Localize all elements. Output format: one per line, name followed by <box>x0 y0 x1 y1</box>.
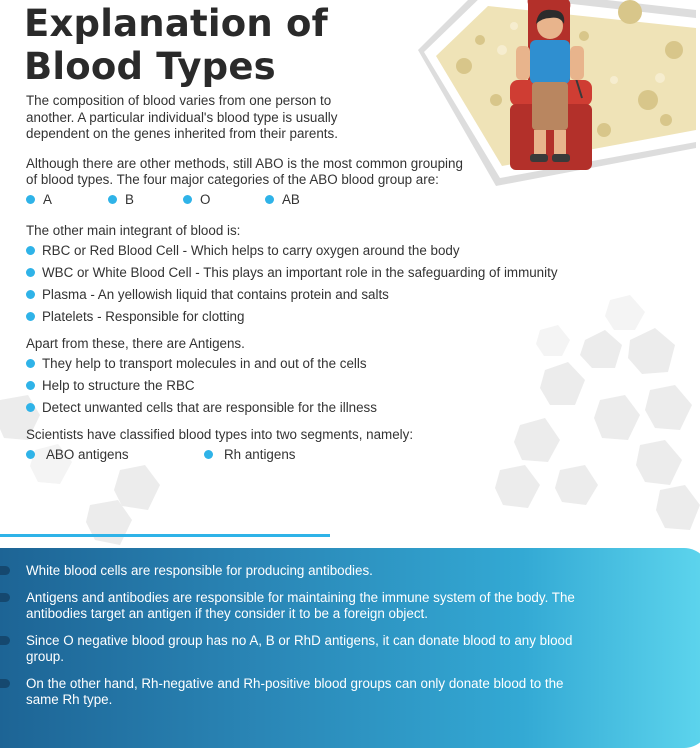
main-content <box>26 93 676 462</box>
integrants-list <box>26 243 676 325</box>
abo-paragraph: Although there are other methods, still ABO is the most common grouping of blood types. The four major categories of the ABO blood group are: <box>26 155 463 187</box>
bullet-dot-icon <box>26 290 35 299</box>
bullet-dot-icon <box>204 450 213 459</box>
abo-group-item <box>265 192 300 207</box>
fact-marker-icon <box>0 566 10 575</box>
segment-item <box>26 447 204 462</box>
facts-list <box>0 563 700 719</box>
fact-marker-icon <box>0 593 10 602</box>
fact-item <box>0 563 700 579</box>
list-item <box>26 309 676 325</box>
fact-item <box>0 676 700 708</box>
abo-group-label: A <box>43 191 52 207</box>
bullet-dot-icon <box>26 359 35 368</box>
page-title <box>24 2 328 88</box>
bullet-dot-icon <box>26 381 35 390</box>
bullet-dot-icon <box>26 246 35 255</box>
abo-group-label: B <box>125 191 134 207</box>
segments-heading: Scientists have classified blood types into two segments, namely: <box>26 426 414 442</box>
fact-text: On the other hand, Rh-negative and Rh-positive blood groups can only donate blood to the same Rh type. <box>26 676 564 707</box>
abo-group-item <box>26 192 108 207</box>
list-item <box>26 356 676 372</box>
fact-marker-icon <box>0 636 10 645</box>
segment-label: ABO antigens <box>46 446 129 462</box>
list-item-text: They help to transport molecules in and out of the cells <box>42 355 367 371</box>
abo-group-item <box>183 192 265 207</box>
segments-list <box>26 447 676 462</box>
fact-item <box>0 590 700 622</box>
abo-group-label: O <box>200 191 211 207</box>
bullet-dot-icon <box>26 403 35 412</box>
list-item-text: Plasma - An yellowish liquid that contains protein and salts <box>42 286 389 302</box>
page-title-line1: Explanation of <box>24 2 328 45</box>
antigens-list <box>26 356 676 416</box>
list-item <box>26 400 676 416</box>
list-item-text: Platelets - Responsible for clotting <box>42 308 245 324</box>
bullet-dot-icon <box>265 195 274 204</box>
abo-group-list <box>26 192 676 207</box>
fact-item <box>0 633 700 665</box>
fact-marker-icon <box>0 679 10 688</box>
section-divider <box>0 534 330 537</box>
list-item-text: Detect unwanted cells that are responsible for the illness <box>42 399 377 415</box>
bullet-dot-icon <box>26 268 35 277</box>
list-item <box>26 287 676 303</box>
bullet-dot-icon <box>108 195 117 204</box>
segment-label: Rh antigens <box>224 446 296 462</box>
fact-text: Antigens and antibodies are responsible for maintaining the immune system of the body. The antibodies target an antigen if they consider it to be a foreign object. <box>26 590 575 621</box>
bullet-dot-icon <box>183 195 192 204</box>
list-item <box>26 378 676 394</box>
page-title-line2: Blood Types <box>24 45 276 88</box>
list-item-text: RBC or Red Blood Cell - Which helps to carry oxygen around the body <box>42 242 460 258</box>
intro-paragraph: The composition of blood varies from one person to another. A particular individual's blood type is usually dependent on the genes inherited from their parents. <box>26 93 338 141</box>
abo-group-label: AB <box>282 191 300 207</box>
list-item-text: WBC or White Blood Cell - This plays an important role in the safeguarding of immunity <box>42 264 558 280</box>
fact-text: White blood cells are responsible for producing antibodies. <box>26 563 373 578</box>
abo-group-item <box>108 192 183 207</box>
list-item <box>26 265 676 281</box>
list-item <box>26 243 676 259</box>
bullet-dot-icon <box>26 195 35 204</box>
bullet-dot-icon <box>26 450 35 459</box>
antigens-heading: Apart from these, there are Antigens. <box>26 335 245 351</box>
fact-text: Since O negative blood group has no A, B or RhD antigens, it can donate blood to any blood group. <box>26 633 573 664</box>
segment-item <box>204 447 295 462</box>
list-item-text: Help to structure the RBC <box>42 377 195 393</box>
bullet-dot-icon <box>26 312 35 321</box>
integrants-heading: The other main integrant of blood is: <box>26 222 241 238</box>
